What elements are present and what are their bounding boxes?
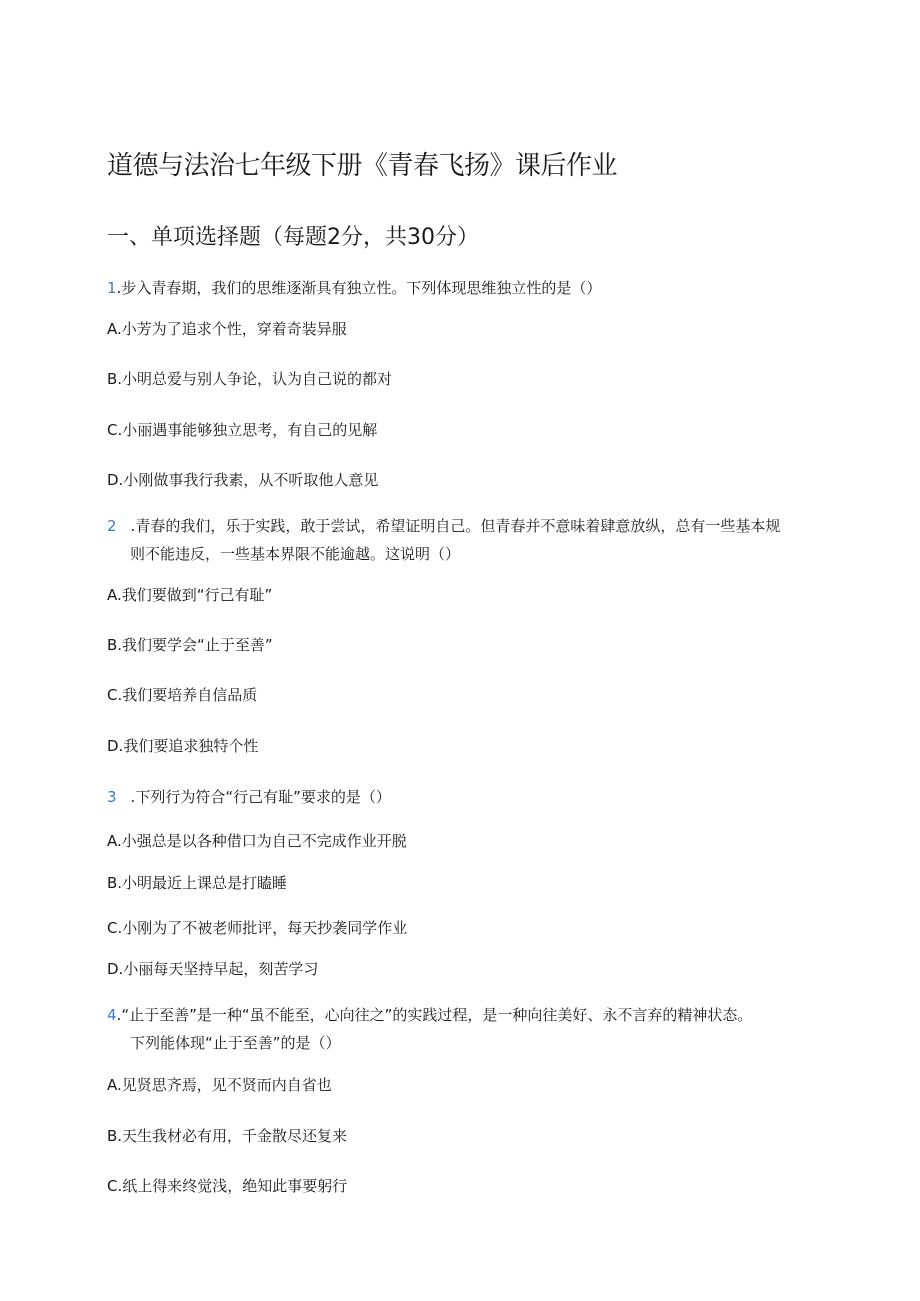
question-3 <box>107 786 391 807</box>
option-3b: B.小明最近上课总是打瞌睡 <box>107 874 288 892</box>
option-3d: D.小丽每天坚持早起，刻苦学习 <box>107 960 319 978</box>
option-4c: C.纸上得来终觉浅，绝知此事要躬行 <box>107 1177 348 1195</box>
question-1 <box>107 277 601 298</box>
option-3a: A.小强总是以各种借口为自己不完成作业开脱 <box>107 832 407 850</box>
option-2c: C.我们要培养自信品质 <box>107 686 258 704</box>
question-number: 2 <box>107 517 117 535</box>
option-2b: B.我们要学会“止于至善” <box>107 636 273 654</box>
option-2d: D.我们要追求独特个性 <box>107 737 259 755</box>
option-4b: B.天生我材必有用，千金散尽还复来 <box>107 1127 348 1145</box>
question-number: 1 <box>107 279 117 297</box>
option-1c: C.小丽遇事能够独立思考，有自己的见解 <box>107 421 378 439</box>
option-2a: A.我们要做到“行己有耻” <box>107 586 273 604</box>
question-2-continuation: 则不能违反，一些基本界限不能逾越。这说明（） <box>130 545 461 563</box>
question-number: 3 <box>107 788 117 806</box>
question-4 <box>107 1004 752 1025</box>
option-3c: C.小刚为了不被老师批评，每天抄袭同学作业 <box>107 919 408 937</box>
option-4a: A.见贤思齐焉，见不贤而内自省也 <box>107 1076 332 1094</box>
question-number: 4 <box>107 1006 117 1024</box>
question-text: .步入青春期，我们的思维逐渐具有独立性。下列体现思维独立性的是（） <box>116 279 602 297</box>
option-1b: B.小明总爱与别人争论，认为自己说的都对 <box>107 370 393 388</box>
question-2 <box>107 515 780 536</box>
option-1d: D.小刚做事我行我素，从不听取他人意见 <box>107 471 379 489</box>
page-title: 道德与法治七年级下册《青春飞扬》课后作业 <box>107 151 618 181</box>
question-text: .青春的我们，乐于实践，敢于尝试，希望证明自己。但青春并不意味着肆意放纵，总有一些基本规 <box>130 517 781 535</box>
question-4-continuation: 下列能体现“止于至善”的是（） <box>130 1034 341 1052</box>
option-1a: A.小芳为了追求个性，穿着奇装异服 <box>107 320 347 338</box>
section-heading: 一、单项选择题（每题2分，共30分） <box>107 225 479 250</box>
question-text: .“止于至善”是一种“虽不能至，心向往之”的实践过程，是一种向往美好、永不言弃的精神状态。 <box>116 1006 753 1024</box>
question-text: .下列行为符合“行己有耻”要求的是（） <box>130 788 391 806</box>
